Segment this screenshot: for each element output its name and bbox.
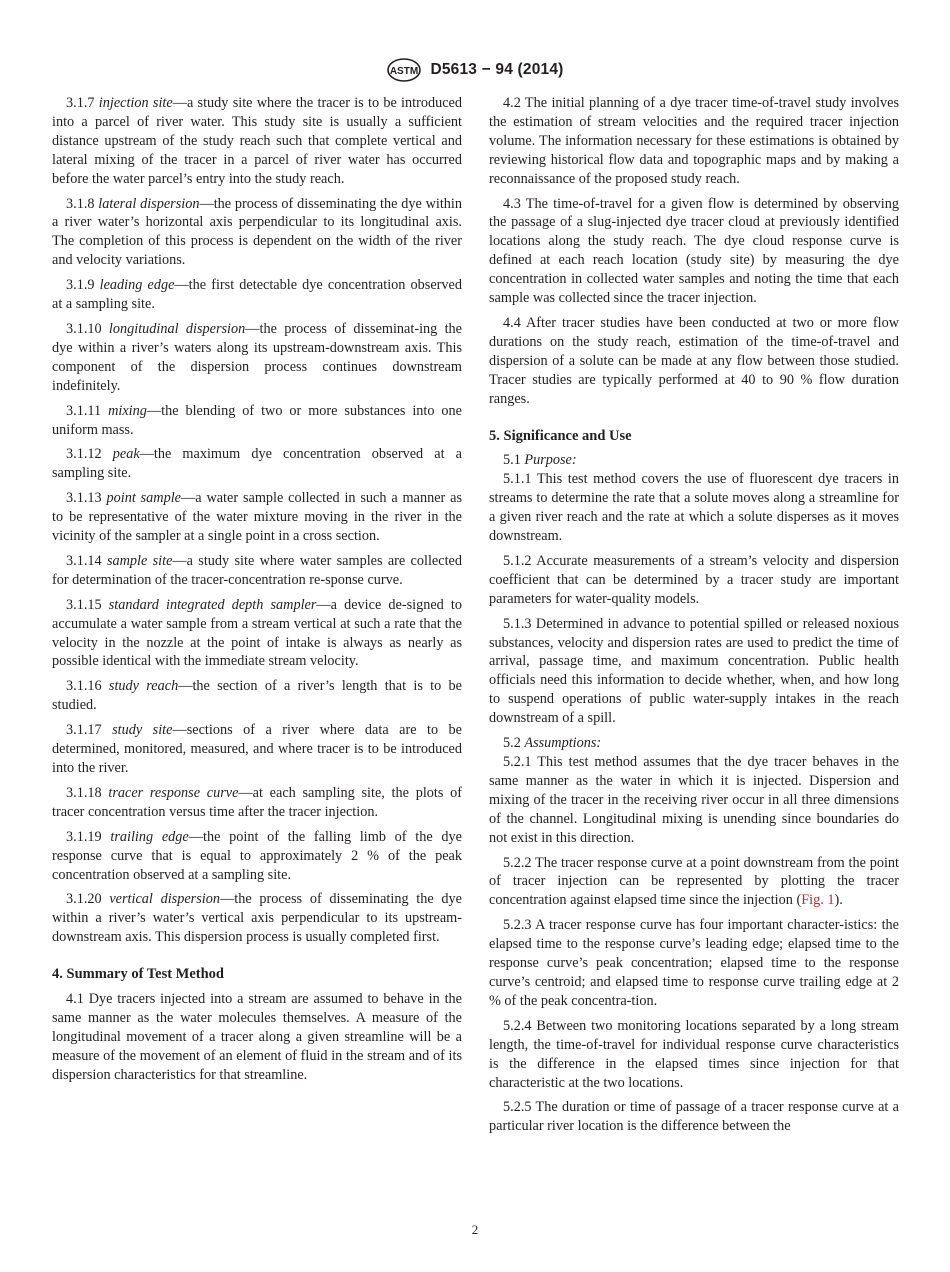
section-5-title: 5. Significance and Use bbox=[489, 427, 632, 444]
paragraph-5-1-1: 5.1.1 This test method covers the use of fluorescent dye tracers in streams to determine the rate that a solute moves along a streamline for a given river reach and the rate at which a solute disperses as it moves downstream. bbox=[489, 471, 899, 545]
definition-3-1-15: 3.1.15 standard integrated depth sampler—a device de-signed to accumulate a water sample from a stream vertical at such a rate that the velocity in the nozzle at the point of intake is always as nearly as possible identical with the immediate stream velocity. bbox=[52, 596, 463, 670]
paragraph-5-1: 5.1 Purpose: bbox=[503, 452, 577, 469]
right-column bbox=[489, 94, 899, 1142]
definition-3-1-13: 3.1.13 point sample—a water sample collected in such a manner as to be representative of the water mixture moving in the river in the vicinity of the sampler at a single point in a cross section. bbox=[52, 490, 463, 545]
figure-1-link[interactable]: Fig. 1 bbox=[801, 892, 835, 909]
left-column bbox=[52, 94, 462, 1091]
definition-3-1-7: 3.1.7 injection site—a study site where the tracer is to be introduced into a parcel of river water. This study site is usually a sufficient distance upstream of the study reach such that complete vertical and lateral mixing of the tracer in a parcel of river water has occurred before the water parcel’s entry into the study reach. bbox=[52, 95, 462, 187]
paragraph-5-1-3: 5.1.3 Determined in advance to potential spilled or released noxious substances, velocity and dispersion rates are used to predict the time of arrival, passage time, and maximum concentration. Public health officials need this information to decide whether, when, and how long to suspend operations of public water-supply intakes in the reach downstream of a spill. bbox=[489, 615, 899, 727]
paragraph-5-1-2: 5.1.2 Accurate measurements of a stream’s velocity and dispersion coefficient that can be determined by a tracer study are important parameters for water-quality models. bbox=[489, 552, 899, 607]
standard-designation: D5613 − 94 (2014) bbox=[430, 61, 564, 78]
page-header bbox=[0, 56, 950, 84]
definition-3-1-18: 3.1.18 tracer response curve—at each sampling site, the plots of tracer concentration versus time after the tracer injection. bbox=[52, 784, 463, 820]
paragraph-5-2-5: 5.2.5 The duration or time of passage of a tracer response curve at a particular river location is the difference between the bbox=[489, 1099, 899, 1135]
definition-3-1-10: 3.1.10 longitudinal dispersion—the process of disseminat-ing the dye within a river’s waters along its upstream-downstream axis. This component of the dispersion process continues downstream indefinitely. bbox=[52, 320, 462, 394]
paragraph-5-2-3: 5.2.3 A tracer response curve has four important character-istics: the elapsed time to the response curve’s leading edge; elapsed time to the response curve’s peak concentration; elapsed time to the response curve’s centroid; and elapsed time to response curve trailing edge at 2 % of the peak concentra-tion. bbox=[489, 917, 899, 1009]
paragraph-4-2: 4.2 The initial planning of a dye tracer time-of-travel study involves the estimation of stream velocities and the required tracer injection volume. The information necessary for these estimations is obtained by reviewing historical flow data and topographic maps and by making a reconnaissance of the proposed study reach. bbox=[489, 95, 899, 187]
paragraph-5-2: 5.2 Assumptions: bbox=[503, 735, 602, 752]
astm-logo-text: ASTM bbox=[390, 66, 419, 77]
definition-3-1-12: 3.1.12 peak—the maximum dye concentration observed at a sampling site. bbox=[52, 446, 462, 482]
paragraph-4-1: 4.1 Dye tracers injected into a stream are assumed to behave in the same manner as the water molecules themselves. A measure of the longitudinal movement of a tracer along a given streamline will be a measure of the movement of an element of fluid in the stream and of its dispersion characteristics for that streamline. bbox=[52, 991, 462, 1083]
definition-3-1-17: 3.1.17 study site—sections of a river where data are to be determined, monitored, measured, and where tracer is to be introduced into the river. bbox=[52, 722, 463, 776]
definition-3-1-20: 3.1.20 vertical dispersion—the process of disseminating the dye within a river’s water’s vertical axis perpendicular to its upstream-downstream axis. This dispersion process is usually completed first. bbox=[52, 891, 462, 946]
astm-logo-icon bbox=[386, 58, 422, 82]
section-4-title: 4. Summary of Test Method bbox=[52, 966, 224, 983]
definition-3-1-16: 3.1.16 study reach—the section of a river’s length that is to be studied. bbox=[52, 678, 463, 714]
paragraph-4-4: 4.4 After tracer studies have been conducted at two or more flow durations on the study reach, estimation of the time-of-travel and dispersion of a solute can be made at any flow between those studied. Tracer studies are typically performed at 40 to 90 % flow duration ranges. bbox=[489, 314, 899, 407]
paragraph-5-2-1: 5.2.1 This test method assumes that the dye tracer behaves in the same manner as the water in which it is injected. Dispersion and mixing of the tracer in the receiving river occur in all three dimensions of the channel. Longitudinal mixing is unending since boundaries do not exist in this direction. bbox=[489, 754, 899, 846]
paragraph-5-2-2: 5.2.2 The tracer response curve at a point downstream from the point of tracer injection can be represented by plotting the tracer concentration against elapsed time since the injection (Fig. 1). bbox=[489, 854, 899, 909]
paragraph-5-2-4: 5.2.4 Between two monitoring locations separated by a long stream length, the time-of-travel for individual response curve characteristics is the difference in the elapsed times since injection for that characteristic at the two locations. bbox=[489, 1017, 899, 1091]
paragraph-4-3: 4.3 The time-of-travel for a given flow is determined by observing the passage of a slug-injected dye tracer cloud at previously identified locations along the study reach. The dye cloud response curve is defined at each reach location (study site) by measuring the dye concentration in collected water samples and noting the time that each sample was collected since the tracer injection. bbox=[489, 195, 899, 307]
page-number: 2 bbox=[471, 1222, 479, 1237]
definition-3-1-14: 3.1.14 sample site—a study site where water samples are collected for determination of the tracer-concentration re-sponse curve. bbox=[52, 552, 462, 588]
definition-3-1-8: 3.1.8 lateral dispersion—the process of disseminating the dye within a river water’s horizontal axis perpendicular to its longitudinal axis. The completion of this process is dependent on the width of the river and velocity variations. bbox=[52, 195, 462, 269]
definition-3-1-9: 3.1.9 leading edge—the first detectable dye concentration observed at a sampling site. bbox=[52, 277, 462, 313]
definition-3-1-19: 3.1.19 trailing edge—the point of the falling limb of the dye response curve that is equal to approximately 2 % of the peak concentration observed at a sampling site. bbox=[52, 828, 462, 883]
definition-3-1-11: 3.1.11 mixing—the blending of two or more substances into one uniform mass. bbox=[52, 402, 462, 438]
